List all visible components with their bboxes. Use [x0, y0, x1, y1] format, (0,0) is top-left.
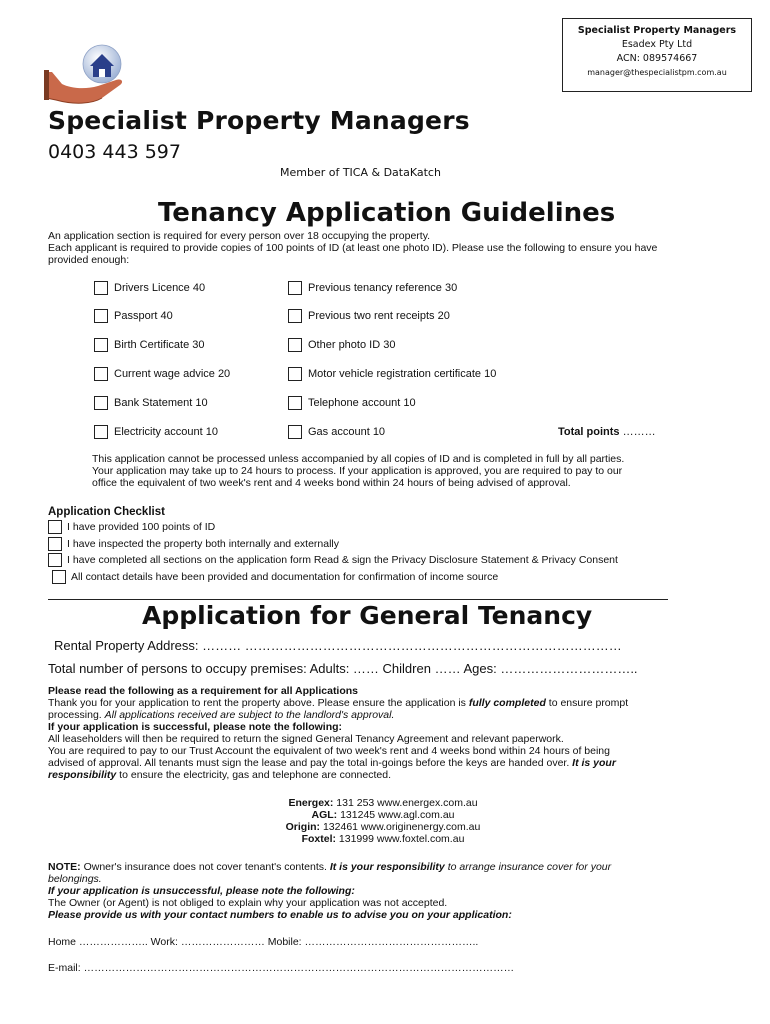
id-option-label: Motor vehicle registration certificate 10: [308, 368, 497, 380]
membership-note: Member of TICA & DataKatch: [280, 166, 441, 179]
id-option-birth-certificate[interactable]: [94, 338, 204, 352]
text: processing.: [48, 709, 105, 721]
emphasis: It is your responsibility: [329, 861, 445, 873]
text: to ensure the electricity, gas and telephone are connected.: [116, 769, 391, 781]
id-option-bank-statement[interactable]: [94, 396, 208, 410]
checklist-label: I have provided 100 points of ID: [67, 521, 216, 533]
checkbox[interactable]: [288, 396, 302, 410]
rental-address-field[interactable]: Rental Property Address: ……… ……………………………………………………………………………: [54, 638, 622, 653]
text: advised of approval. All tenants must sign the lease and pay the total in-goings before the keys are handed over.: [48, 757, 573, 769]
id-option-label: Other photo ID 30: [308, 339, 396, 351]
id-option-rent-receipts[interactable]: [288, 309, 450, 323]
total-points: [558, 426, 656, 438]
note-label: NOTE:: [48, 861, 81, 873]
id-option-label: Current wage advice 20: [114, 368, 231, 380]
id-option-label: Telephone account 10: [308, 397, 416, 409]
id-option-label: Drivers Licence 40: [114, 282, 206, 294]
processing-notice: [92, 453, 712, 489]
text: Thank you for your application to rent the property above. Please ensure the application is: [48, 697, 469, 709]
info-company: Specialist Property Managers: [577, 25, 737, 36]
unsuccessful-heading: If your application is unsuccessful, please note the following:: [48, 885, 355, 897]
contact-numbers-field[interactable]: Home ……………….. Work: …………………… Mobile: …………………………………………..: [48, 936, 479, 948]
provider-name: Foxtel:: [301, 833, 336, 845]
intro-line: Each applicant is required to provide copies of 100 points of ID (at least one photo ID). Please use the following to ensure you have: [48, 242, 658, 254]
guidelines-title: Tenancy Application Guidelines: [158, 198, 616, 228]
success-heading: If your application is successful, please note the following:: [48, 721, 343, 733]
guidelines-intro: [48, 230, 738, 266]
section-divider: [48, 599, 668, 600]
requirements-section: [48, 685, 718, 781]
contact-heading: Please provide us with your contact numbers to enable us to advise you on your application:: [48, 909, 512, 921]
checkbox[interactable]: [48, 537, 62, 551]
emphasis: responsibility: [48, 769, 117, 781]
notice-line: This application cannot be processed unless accompanied by all copies of ID and is completed in full by all parties.: [92, 453, 625, 465]
checkbox[interactable]: [48, 553, 62, 567]
checkbox[interactable]: [288, 425, 302, 439]
text: to ensure prompt: [545, 697, 629, 709]
checklist-title: Application Checklist: [48, 506, 165, 518]
provider-origin: [48, 821, 718, 833]
notice-line: office the equivalent of two week's rent and 4 weeks bond within 24 hours of being advised of approval.: [92, 477, 571, 489]
total-points-value[interactable]: ………: [622, 426, 656, 438]
checkbox[interactable]: [94, 396, 108, 410]
provider-detail: 131245 www.agl.com.au: [337, 809, 455, 821]
note-line: [48, 861, 718, 873]
text: belongings.: [48, 873, 102, 885]
info-acn: ACN: 089574667: [616, 53, 698, 64]
unsuccessful-line: The Owner (or Agent) is not obliged to explain why your application was not accepted.: [48, 897, 448, 909]
id-option-tenancy-reference[interactable]: [288, 281, 457, 295]
intro-line: An application section is required for every person over 18 occupying the property.: [48, 230, 431, 242]
id-option-vehicle-registration[interactable]: [288, 367, 496, 381]
requirements-line: [48, 709, 718, 721]
checkbox[interactable]: [94, 309, 108, 323]
checkbox[interactable]: [52, 570, 66, 584]
checklist-item[interactable]: [48, 537, 339, 551]
id-option-label: Passport 40: [114, 310, 173, 322]
checkbox[interactable]: [288, 338, 302, 352]
intro-line: provided enough:: [48, 254, 130, 266]
id-option-drivers-licence[interactable]: [94, 281, 205, 295]
id-option-label: Previous two rent receipts 20: [308, 310, 450, 322]
utility-providers: [48, 797, 718, 845]
notice-line: Your application may take up to 24 hours to process. If your application is approved, you are required to pay to our: [92, 465, 623, 477]
checkbox[interactable]: [94, 425, 108, 439]
info-entity: Esadex Pty Ltd: [621, 39, 693, 50]
checkbox[interactable]: [94, 281, 108, 295]
success-line: You are required to pay to our Trust Account the equivalent of two week's rent and 4 weeks bond within 24 hours of being: [48, 745, 610, 757]
id-option-label: Previous tenancy reference 30: [308, 282, 458, 294]
checkbox[interactable]: [94, 367, 108, 381]
info-email: manager@thespecialistpm.com.au: [587, 68, 727, 77]
id-option-label: Gas account 10: [308, 426, 386, 438]
provider-name: Energex:: [288, 797, 334, 809]
id-option-electricity-account[interactable]: [94, 425, 218, 439]
checkbox[interactable]: [48, 520, 62, 534]
house-in-hand-icon: [44, 42, 126, 108]
checkbox[interactable]: [288, 309, 302, 323]
email-field[interactable]: E-mail: ……………………………………………………………………………………………………………: [48, 962, 515, 974]
text: Owner's insurance does not cover tenant's contents.: [80, 861, 330, 873]
company-info-box: [562, 18, 752, 92]
insurance-note: [48, 861, 718, 921]
checklist-label: I have completed all sections on the application form Read & sign the Privacy Disclosure Statement & Privacy Consent: [67, 554, 618, 566]
occupants-field[interactable]: Total number of persons to occupy premises: Adults: …… Children …… Ages: …………………………..: [48, 661, 638, 676]
text: to arrange insurance cover for your: [444, 861, 612, 873]
provider-detail: 131999 www.foxtel.com.au: [336, 833, 465, 845]
provider-name: Origin:: [285, 821, 321, 833]
checklist-label: I have inspected the property both internally and externally: [67, 538, 340, 550]
id-option-other-photo-id[interactable]: [288, 338, 395, 352]
company-phone: 0403 443 597: [48, 141, 181, 163]
provider-agl: [48, 809, 718, 821]
success-line: [48, 769, 718, 781]
requirements-heading: Please read the following as a requirement for all Applications: [48, 685, 359, 697]
provider-name: AGL:: [311, 809, 338, 821]
checklist-item[interactable]: [48, 553, 618, 567]
success-line: [48, 757, 718, 769]
emphasis: fully completed: [468, 697, 546, 709]
total-points-label: Total points: [558, 426, 620, 438]
checklist-item[interactable]: [48, 520, 215, 534]
provider-detail: 132461 www.originenergy.com.au: [320, 821, 481, 833]
id-option-label: Bank Statement 10: [114, 397, 208, 409]
provider-foxtel: [48, 833, 718, 845]
checklist-item[interactable]: [52, 570, 498, 584]
checklist-label: All contact details have been provided and documentation for confirmation of income source: [71, 571, 499, 583]
checkbox[interactable]: [288, 281, 302, 295]
application-title: Application for General Tenancy: [142, 601, 593, 630]
id-option-label: Birth Certificate 30: [114, 339, 205, 351]
id-option-passport[interactable]: [94, 309, 173, 323]
id-option-wage-advice[interactable]: [94, 367, 230, 381]
id-option-gas-account[interactable]: [288, 425, 385, 439]
id-option-label: Electricity account 10: [114, 426, 218, 438]
company-name: Specialist Property Managers: [48, 106, 470, 135]
checkbox[interactable]: [94, 338, 108, 352]
note-line: [48, 873, 718, 885]
success-line: All leaseholders will then be required to return the signed General Tenancy Agreement and relevant paperwork.: [48, 733, 564, 745]
emphasis: All applications received are subject to the landlord's approval.: [104, 709, 395, 721]
checkbox[interactable]: [288, 367, 302, 381]
provider-energex: [48, 797, 718, 809]
provider-detail: 131 253 www.energex.com.au: [333, 797, 478, 809]
requirements-line: [48, 697, 718, 709]
id-option-telephone-account[interactable]: [288, 396, 416, 410]
emphasis: It is your: [572, 757, 616, 769]
